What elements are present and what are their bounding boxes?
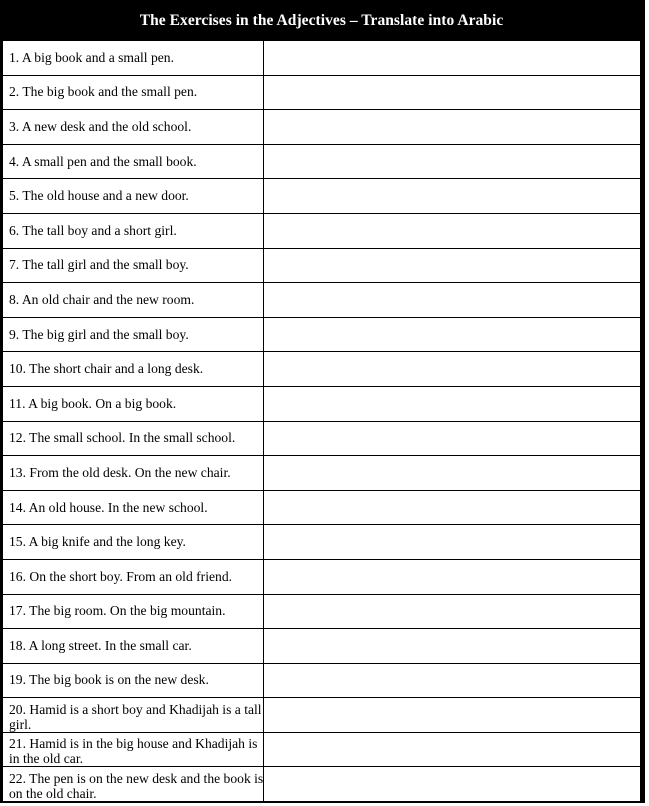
exercise-sentence-text: 21. Hamid is in the big house and Khadijah is in the old car. bbox=[9, 736, 258, 767]
exercise-row bbox=[3, 629, 641, 664]
exercise-row bbox=[3, 698, 641, 733]
translation-answer-cell[interactable] bbox=[264, 594, 641, 629]
exercise-sentence-text: 19. The big book is on the new desk. bbox=[9, 672, 209, 688]
exercise-row bbox=[3, 317, 641, 352]
translation-answer-cell[interactable] bbox=[264, 456, 641, 491]
exercise-sentence bbox=[3, 456, 264, 491]
exercise-row bbox=[3, 559, 641, 594]
exercise-sentence-text: 5. The old house and a new door. bbox=[9, 188, 189, 204]
exercise-sentence-text: 13. From the old desk. On the new chair. bbox=[9, 464, 231, 480]
exercise-sentence-text: 7. The tall girl and the small boy. bbox=[9, 257, 189, 273]
exercise-sentence-text: 3. A new desk and the old school. bbox=[9, 118, 192, 134]
exercise-sentence-text: 20. Hamid is a short boy and Khadijah is a tall girl. bbox=[9, 701, 262, 732]
exercise-row bbox=[3, 110, 641, 145]
exercise-row bbox=[3, 732, 641, 767]
exercise-sentence bbox=[3, 213, 264, 248]
exercise-sentence bbox=[3, 179, 264, 214]
translation-answer-cell[interactable] bbox=[264, 110, 641, 145]
exercise-sentence-text: 1. A big book and a small pen. bbox=[9, 49, 174, 65]
exercise-sentence-text: 6. The tall boy and a short girl. bbox=[9, 222, 177, 238]
exercise-row bbox=[3, 41, 641, 76]
exercise-row bbox=[3, 490, 641, 525]
exercise-sentence bbox=[3, 767, 264, 802]
translation-answer-cell[interactable] bbox=[264, 283, 641, 318]
exercise-sentence-text: 16. On the short boy. From an old friend. bbox=[9, 568, 233, 584]
exercise-sentence bbox=[3, 559, 264, 594]
translation-answer-cell[interactable] bbox=[264, 525, 641, 560]
exercise-row bbox=[3, 767, 641, 802]
exercise-sentence-text: 12. The small school. In the small school. bbox=[9, 430, 236, 446]
exercise-sentence-text: 10. The short chair and a long desk. bbox=[9, 361, 204, 377]
exercise-sentence-text: 15. A big knife and the long key. bbox=[9, 534, 186, 550]
exercise-sentence bbox=[3, 663, 264, 698]
translation-answer-cell[interactable] bbox=[264, 213, 641, 248]
translation-answer-cell[interactable] bbox=[264, 248, 641, 283]
exercise-sentence-text: 22. The pen is on the new desk and the book is on the old chair. bbox=[9, 771, 264, 802]
translation-answer-cell[interactable] bbox=[264, 421, 641, 456]
translation-answer-cell[interactable] bbox=[264, 698, 641, 733]
exercise-sentence bbox=[3, 317, 264, 352]
exercise-sentence bbox=[3, 41, 264, 76]
exercise-sentence bbox=[3, 144, 264, 179]
exercise-sentence bbox=[3, 421, 264, 456]
exercise-sentence-text: 18. A long street. In the small car. bbox=[9, 637, 192, 653]
translation-answer-cell[interactable] bbox=[264, 490, 641, 525]
exercise-row bbox=[3, 213, 641, 248]
translation-answer-cell[interactable] bbox=[264, 732, 641, 767]
exercise-row bbox=[3, 179, 641, 214]
exercise-sentence bbox=[3, 698, 264, 733]
exercise-row bbox=[3, 75, 641, 110]
exercise-table bbox=[2, 40, 641, 802]
exercise-sentence bbox=[3, 490, 264, 525]
exercise-sentence bbox=[3, 629, 264, 664]
exercise-row bbox=[3, 421, 641, 456]
exercise-row bbox=[3, 352, 641, 387]
exercise-row bbox=[3, 248, 641, 283]
translation-answer-cell[interactable] bbox=[264, 663, 641, 698]
exercise-sentence bbox=[3, 525, 264, 560]
exercise-row bbox=[3, 283, 641, 318]
translation-answer-cell[interactable] bbox=[264, 767, 641, 802]
exercise-sentence bbox=[3, 75, 264, 110]
exercise-rows bbox=[3, 41, 641, 802]
exercise-sentence bbox=[3, 248, 264, 283]
translation-answer-cell[interactable] bbox=[264, 629, 641, 664]
translation-answer-cell[interactable] bbox=[264, 386, 641, 421]
exercise-sentence bbox=[3, 110, 264, 145]
exercise-sentence-text: 9. The big girl and the small boy. bbox=[9, 326, 189, 342]
translation-answer-cell[interactable] bbox=[264, 317, 641, 352]
exercise-sentence-text: 2. The big book and the small pen. bbox=[9, 84, 198, 100]
exercise-sentence-text: 8. An old chair and the new room. bbox=[9, 291, 195, 307]
exercise-row bbox=[3, 594, 641, 629]
exercise-row bbox=[3, 525, 641, 560]
exercise-row bbox=[3, 144, 641, 179]
exercise-row bbox=[3, 386, 641, 421]
exercise-sentence bbox=[3, 732, 264, 767]
exercise-row bbox=[3, 456, 641, 491]
translation-answer-cell[interactable] bbox=[264, 144, 641, 179]
exercise-sentence bbox=[3, 283, 264, 318]
exercise-sentence-text: 11. A big book. On a big book. bbox=[9, 395, 177, 411]
translation-answer-cell[interactable] bbox=[264, 75, 641, 110]
exercise-sentence bbox=[3, 352, 264, 387]
exercise-sentence bbox=[3, 386, 264, 421]
exercise-sentence-text: 4. A small pen and the small book. bbox=[9, 153, 197, 169]
exercise-sentence bbox=[3, 594, 264, 629]
sheet-title: The Exercises in the Adjectives – Translate into Arabic bbox=[2, 2, 641, 40]
translation-answer-cell[interactable] bbox=[264, 559, 641, 594]
translation-answer-cell[interactable] bbox=[264, 352, 641, 387]
translation-answer-cell[interactable] bbox=[264, 41, 641, 76]
exercise-sentence-text: 17. The big room. On the big mountain. bbox=[9, 603, 226, 619]
exercise-sentence-text: 14. An old house. In the new school. bbox=[9, 499, 208, 515]
translation-answer-cell[interactable] bbox=[264, 179, 641, 214]
exercise-row bbox=[3, 663, 641, 698]
